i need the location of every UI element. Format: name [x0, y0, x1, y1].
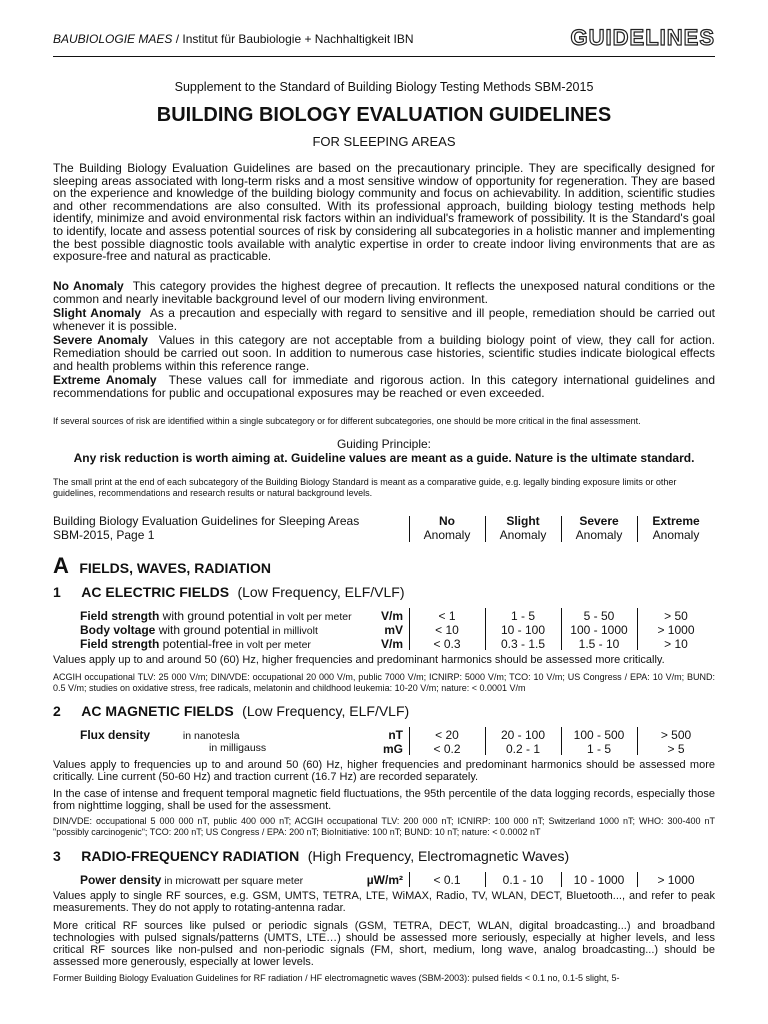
- value-extreme: > 500: [660, 728, 692, 742]
- row-desc: with ground potential: [155, 623, 270, 637]
- subsection-subtitle: (High Frequency, Electromagnetic Waves): [307, 848, 570, 864]
- s2-note-1: Values apply to frequencies up to and around 50 (60) Hz, higher frequencies and predominant harmonics should be assessed more critically. Line current (50-60 Hz) and traction current (16.7 Hz) are recorded separately.: [53, 759, 715, 783]
- s3-table: [53, 872, 715, 888]
- category-term: Severe Anomaly: [53, 333, 148, 348]
- s2-note-2: In the case of intense and frequent temporal magnetic field fluctuations, the 95th percentile of the data logging records, especially those from nighttime logging, shall be used for the assessment.: [53, 788, 715, 812]
- column-title: Extreme: [652, 514, 700, 528]
- column-subtitle: Anomaly: [423, 528, 471, 542]
- s3-note-1: Values apply to single RF sources, e.g. GSM, UMTS, TETRA, LTE, WiMAX, Radio, TV, WLAN, DECT, Bluetooth..., and refer to peak measurements. They do not apply to rotating-antenna radar.: [53, 890, 715, 914]
- category-severe: [53, 334, 715, 372]
- row-label: Field strength: [80, 609, 160, 623]
- s1-fine-print: ACGIH occupational TLV: 25 000 V/m; DIN/VDE: occupational 20 000 V/m, public 7000 V/m; ICNIRP: 5000 V/m; TCO: 10 V/m; US Congress / EPA: 10 V/m; BUND: 0.5 V/m; studies on oxidative stress, free radicals, melatonin and childhood leukemia: 10-20 V/m; nature: < 0.0001 V/m: [53, 672, 715, 693]
- s3-fine-print: Former Building Biology Evaluation Guidelines for RF radiation / HF electromagnetic waves (SBM-2003): pulsed fields < 0.1 no, 0.1-5 slight, 5-: [53, 973, 620, 983]
- subsection-2-heading: [53, 703, 715, 721]
- value-slight: 0.1 - 10: [502, 873, 544, 887]
- supplement-line: Supplement to the Standard of Building Biology Testing Methods SBM-2015: [174, 80, 594, 94]
- page-subtitle: FOR SLEEPING AREAS: [312, 134, 456, 149]
- row-desc: with ground potential: [159, 609, 274, 623]
- subsection-3-heading: [53, 848, 715, 866]
- subsection-number: 1: [53, 584, 61, 600]
- page-header: [53, 25, 715, 57]
- section-title: FIELDS, WAVES, RADIATION: [79, 560, 271, 576]
- value-no: < 0.1: [433, 873, 461, 887]
- value-severe: 5 - 50: [583, 609, 615, 623]
- category-term: Slight Anomaly: [53, 306, 141, 321]
- value-severe: 100 - 500: [573, 728, 625, 742]
- row-label: Flux density: [80, 728, 151, 742]
- value-severe: 10 - 1000: [573, 873, 625, 887]
- category-term: Extreme Anomaly: [53, 373, 157, 388]
- table-row: [80, 623, 318, 637]
- row-unit-desc: in milligauss: [209, 742, 267, 754]
- table-row: [80, 609, 352, 623]
- table-caption-line1: Building Biology Evaluation Guidelines for Sleeping Areas: [53, 514, 360, 528]
- row-unit: mG: [382, 742, 403, 756]
- s2-fine-print: DIN/VDE: occupational 5 000 000 nT, public 400 000 nT; ACGIH occupational TLV: 200 000 nT; ICNIRP: 100 000 nT; Switzerland 1000 nT; WHO: 300-400 nT "possibly carcinogenic"; TCO: 200 nT; US Congress / EPA: 200 nT; BioInitiative: 100 nT; BUND: 10 nT; nature: < 0.0002 nT: [53, 816, 715, 837]
- s1-note: Values apply up to and around 50 (60) Hz, higher frequencies and predominant harmonics should be assessed more critically.: [53, 654, 665, 666]
- guiding-label: Guiding Principle:: [336, 437, 432, 451]
- category-text: These values call for immediate and rigorous action. In this category international guidelines and recommendations for public and occupational exposures may be reached or even exceeded.: [53, 373, 715, 400]
- row-unit: nT: [388, 728, 403, 742]
- column-severe-anomaly: [561, 514, 637, 542]
- table-caption-line2: SBM-2015, Page 1: [53, 528, 155, 542]
- row-label: Power density: [80, 873, 162, 887]
- category-extreme: [53, 374, 715, 399]
- row-unit: mV: [384, 623, 403, 637]
- category-no: [53, 280, 715, 305]
- page-title: BUILDING BIOLOGY EVALUATION GUIDELINES: [156, 104, 612, 126]
- row-unit: V/m: [380, 609, 403, 623]
- table-row: [80, 637, 311, 651]
- value-slight: 20 - 100: [500, 728, 546, 742]
- column-extreme-anomaly: [637, 514, 715, 542]
- value-no: < 0.2: [433, 742, 461, 756]
- s2-table: [53, 727, 715, 757]
- column-slight-anomaly: [485, 514, 561, 542]
- subsection-subtitle: (Low Frequency, ELF/VLF): [237, 584, 405, 600]
- subsection-number: 2: [53, 703, 61, 719]
- row-unit-desc: in millivolt: [269, 625, 318, 637]
- row-unit: µW/m²: [366, 873, 403, 887]
- section-a-heading: [53, 553, 715, 579]
- column-title: No: [439, 514, 455, 528]
- column-subtitle: Anomaly: [575, 528, 623, 542]
- value-no: < 0.3: [433, 637, 461, 651]
- category-text: Values in this category are not acceptable from a building biology point of view, they call for action. Remediation should be carried out soon. In addition to numerous case histories, scientific studies indicate biological effects and health problems within this reference range.: [53, 333, 715, 373]
- value-severe: 100 - 1000: [570, 623, 628, 637]
- row-unit: V/m: [380, 637, 403, 651]
- guidelines-logo: GUIDELINES: [570, 25, 715, 50]
- column-subtitle: Anomaly: [499, 528, 547, 542]
- table-row: [80, 873, 303, 887]
- s3-note-2: More critical RF sources like pulsed or periodic signals (GSM, TETRA, DECT, WLAN, digital broadcasting...) and broadband technologies with pulsed signals/patterns (UMTS, LTE…) should be assessed more seriously, especially at higher levels, and less critical RF sources like non-pulsed and non-periodic signals (FM, short, medium, long wave, analog broadcasting...) should be assessed more generously, especially at lower levels.: [53, 920, 715, 968]
- value-no: < 1: [438, 609, 456, 623]
- value-no: < 20: [435, 728, 459, 742]
- row-label: Body voltage: [80, 623, 156, 637]
- header-org-name: BAUBIOLOGIE MAES: [53, 32, 173, 46]
- value-severe: 1.5 - 10: [578, 637, 620, 651]
- subsection-1-heading: [53, 584, 715, 602]
- value-slight: 0.3 - 1.5: [500, 637, 546, 651]
- subsection-title: AC MAGNETIC FIELDS: [81, 703, 234, 719]
- value-extreme: > 10: [664, 637, 688, 651]
- subsection-number: 3: [53, 848, 61, 864]
- subsection-title: RADIO-FREQUENCY RADIATION: [81, 848, 300, 864]
- guiding-principle: Any risk reduction is worth aiming at. Guideline values are meant as a guide. Nature is the ultimate standard.: [73, 451, 695, 465]
- value-extreme: > 1000: [657, 873, 695, 887]
- value-extreme: > 5: [667, 742, 685, 756]
- value-slight: 0.2 - 1: [505, 742, 541, 756]
- value-extreme: > 1000: [657, 623, 695, 637]
- table-header-caption: [53, 514, 359, 542]
- column-no-anomaly: [409, 514, 485, 542]
- small-print-note: The small print at the end of each subcategory of the Building Biology Standard is meant as a comparative guide, e.g. legally binding exposure limits or other guidelines, recommendations and research results or natural background levels.: [53, 477, 677, 498]
- row-desc: potential-free: [159, 637, 233, 651]
- row-unit-desc: in nanotesla: [180, 730, 240, 742]
- category-text: This category provides the highest degree of precaution. It reflects the unexposed natural conditions or the common and nearly inevitable background level of our modern living environment.: [53, 279, 716, 306]
- row-unit-desc: in volt per meter: [273, 611, 352, 623]
- value-no: < 10: [435, 623, 459, 637]
- value-extreme: > 50: [664, 609, 688, 623]
- subsection-subtitle: (Low Frequency, ELF/VLF): [242, 703, 410, 719]
- category-slight: [53, 307, 715, 332]
- column-title: Severe: [579, 514, 619, 528]
- column-title: Slight: [506, 514, 540, 528]
- category-definitions: [53, 280, 715, 399]
- value-slight: 1 - 5: [510, 609, 535, 623]
- row-unit-desc: in microwatt per square meter: [161, 875, 304, 887]
- table-header: [53, 514, 715, 544]
- intro-paragraph: The Building Biology Evaluation Guidelines are based on the precautionary principle. They are specifically designed for sleeping areas associated with long-term risks and a most sensitive window of opportunity for regeneration. They are based on the experience and knowledge of the building biology community and focus on achievability. In addition, scientific studies and other recommendations are also consulted. With its professional approach, building biology testing methods help identify, minimize and avoid environmental risk factors within an individual's framework of possibility. It is the Standard's goal to identify, locate and assess potential sources of risk by considering all subcategories in a holistic manner and implementing the best possible diagnostic tools available with analytic expertise in order to create indoor living environments that are as exposure-free and natural as practicable.: [53, 161, 715, 264]
- multi-risk-note: If several sources of risk are identified within a single subcategory or for different subcategories, one should be more critical in the final assessment.: [53, 416, 641, 426]
- section-letter: A: [53, 553, 69, 578]
- subsection-title: AC ELECTRIC FIELDS: [81, 584, 230, 600]
- header-org: [53, 32, 414, 46]
- row-unit-desc: in volt per meter: [232, 639, 311, 651]
- category-term: No Anomaly: [53, 279, 124, 293]
- value-slight: 10 - 100: [500, 623, 546, 637]
- table-row: [80, 728, 240, 742]
- value-severe: 1 - 5: [586, 742, 611, 756]
- column-subtitle: Anomaly: [652, 528, 700, 542]
- category-text: As a precaution and especially with regard to sensitive and ill people, remediation should be carried out whenever it is possible.: [53, 306, 715, 333]
- table-row: [209, 742, 266, 754]
- s1-table: [53, 608, 715, 652]
- header-org-institute: / Institut für Baubiologie + Nachhaltigkeit IBN: [172, 32, 414, 46]
- row-label: Field strength: [80, 637, 160, 651]
